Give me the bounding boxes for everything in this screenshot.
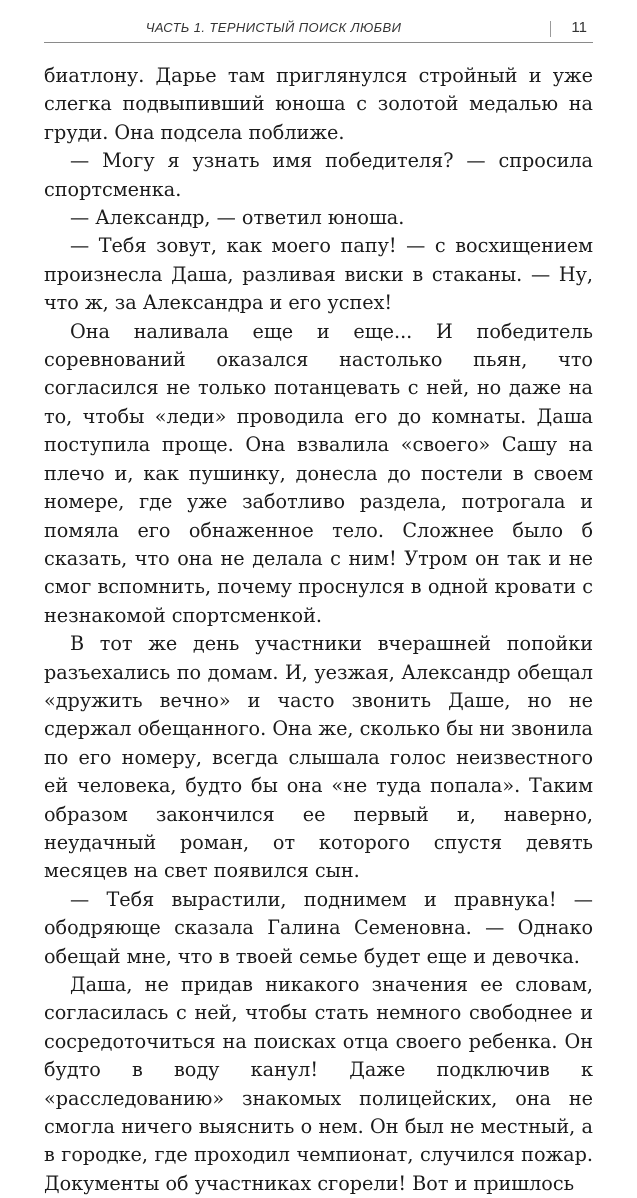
paragraph: Даша, не придав никакого значения ее словам, согласилась с ней, чтобы стать немного свободнее и сосредоточиться на поисках отца своего ребенка. Он будто в воду канул! Даже подключив к «расследованию» знакомых полицейских, она не смогла ничего выяснить о нем. Он был не местный, а в городке, где проходил чемпионат, случился пожар. Документы об участниках сгорели! Вот и пришлось xyxy=(44,973,593,1195)
header-divider xyxy=(550,21,551,37)
body-text xyxy=(44,62,593,1198)
paragraph: — Александр, — ответил юноша. xyxy=(70,206,405,230)
running-header xyxy=(44,18,593,43)
paragraph: Она наливала еще и еще... И победитель соревнований оказался настолько пьян, что согласился не только потанцевать с ней, но даже на то, чтобы «леди» проводила его до комнаты. Даша поступила проще. Она взвалила «своего» Сашу на плечо и, как пушинку, донесла до постели в своем номере, где уже заботливо раздела, потрогала и помяла его обнаженное тело. Сложнее было б сказать, что она не делала с ним! Утром он так и не смог вспомнить, почему проснулся в одной кровати с незнакомой спортсменкой. xyxy=(44,319,593,627)
paragraph: — Тебя зовут, как моего папу! — с восхищением произнесла Даша, разливая виски в стаканы. — Ну, что ж, за Александра и его успех! xyxy=(44,234,593,315)
paragraph: биатлону. Дарье там приглянулся стройный и уже слегка подвыпивший юноша с золотой медалью на груди. Она подсела поближе. xyxy=(44,64,593,144)
page-number: 11 xyxy=(571,19,587,36)
chapter-title: ЧАСТЬ 1. ТЕРНИСТЫЙ ПОИСК ЛЮБВИ xyxy=(145,20,402,35)
paragraph: — Могу я узнать имя победителя? — спросила спортсменка. xyxy=(44,149,593,201)
paragraph: — Тебя вырастили, поднимем и правнука! — ободряюще сказала Галина Семеновна. — Однако обещай мне, что в твоей семье будет еще и девочка. xyxy=(44,887,593,968)
paragraph: В тот же день участники вчерашней попойки разъехались по домам. И, уезжая, Александр обещал «дружить вечно» и часто звонить Даше, но не сдержал обещанного. Она же, сколько бы ни звонила по его номеру, всегда слышала голос неизвестного ей человека, будто бы она «не туда попала». Таким образом закончился ее первый и, наверно, неудачный роман, от которого спустя девять месяцев на свет появился сын. xyxy=(44,632,593,883)
